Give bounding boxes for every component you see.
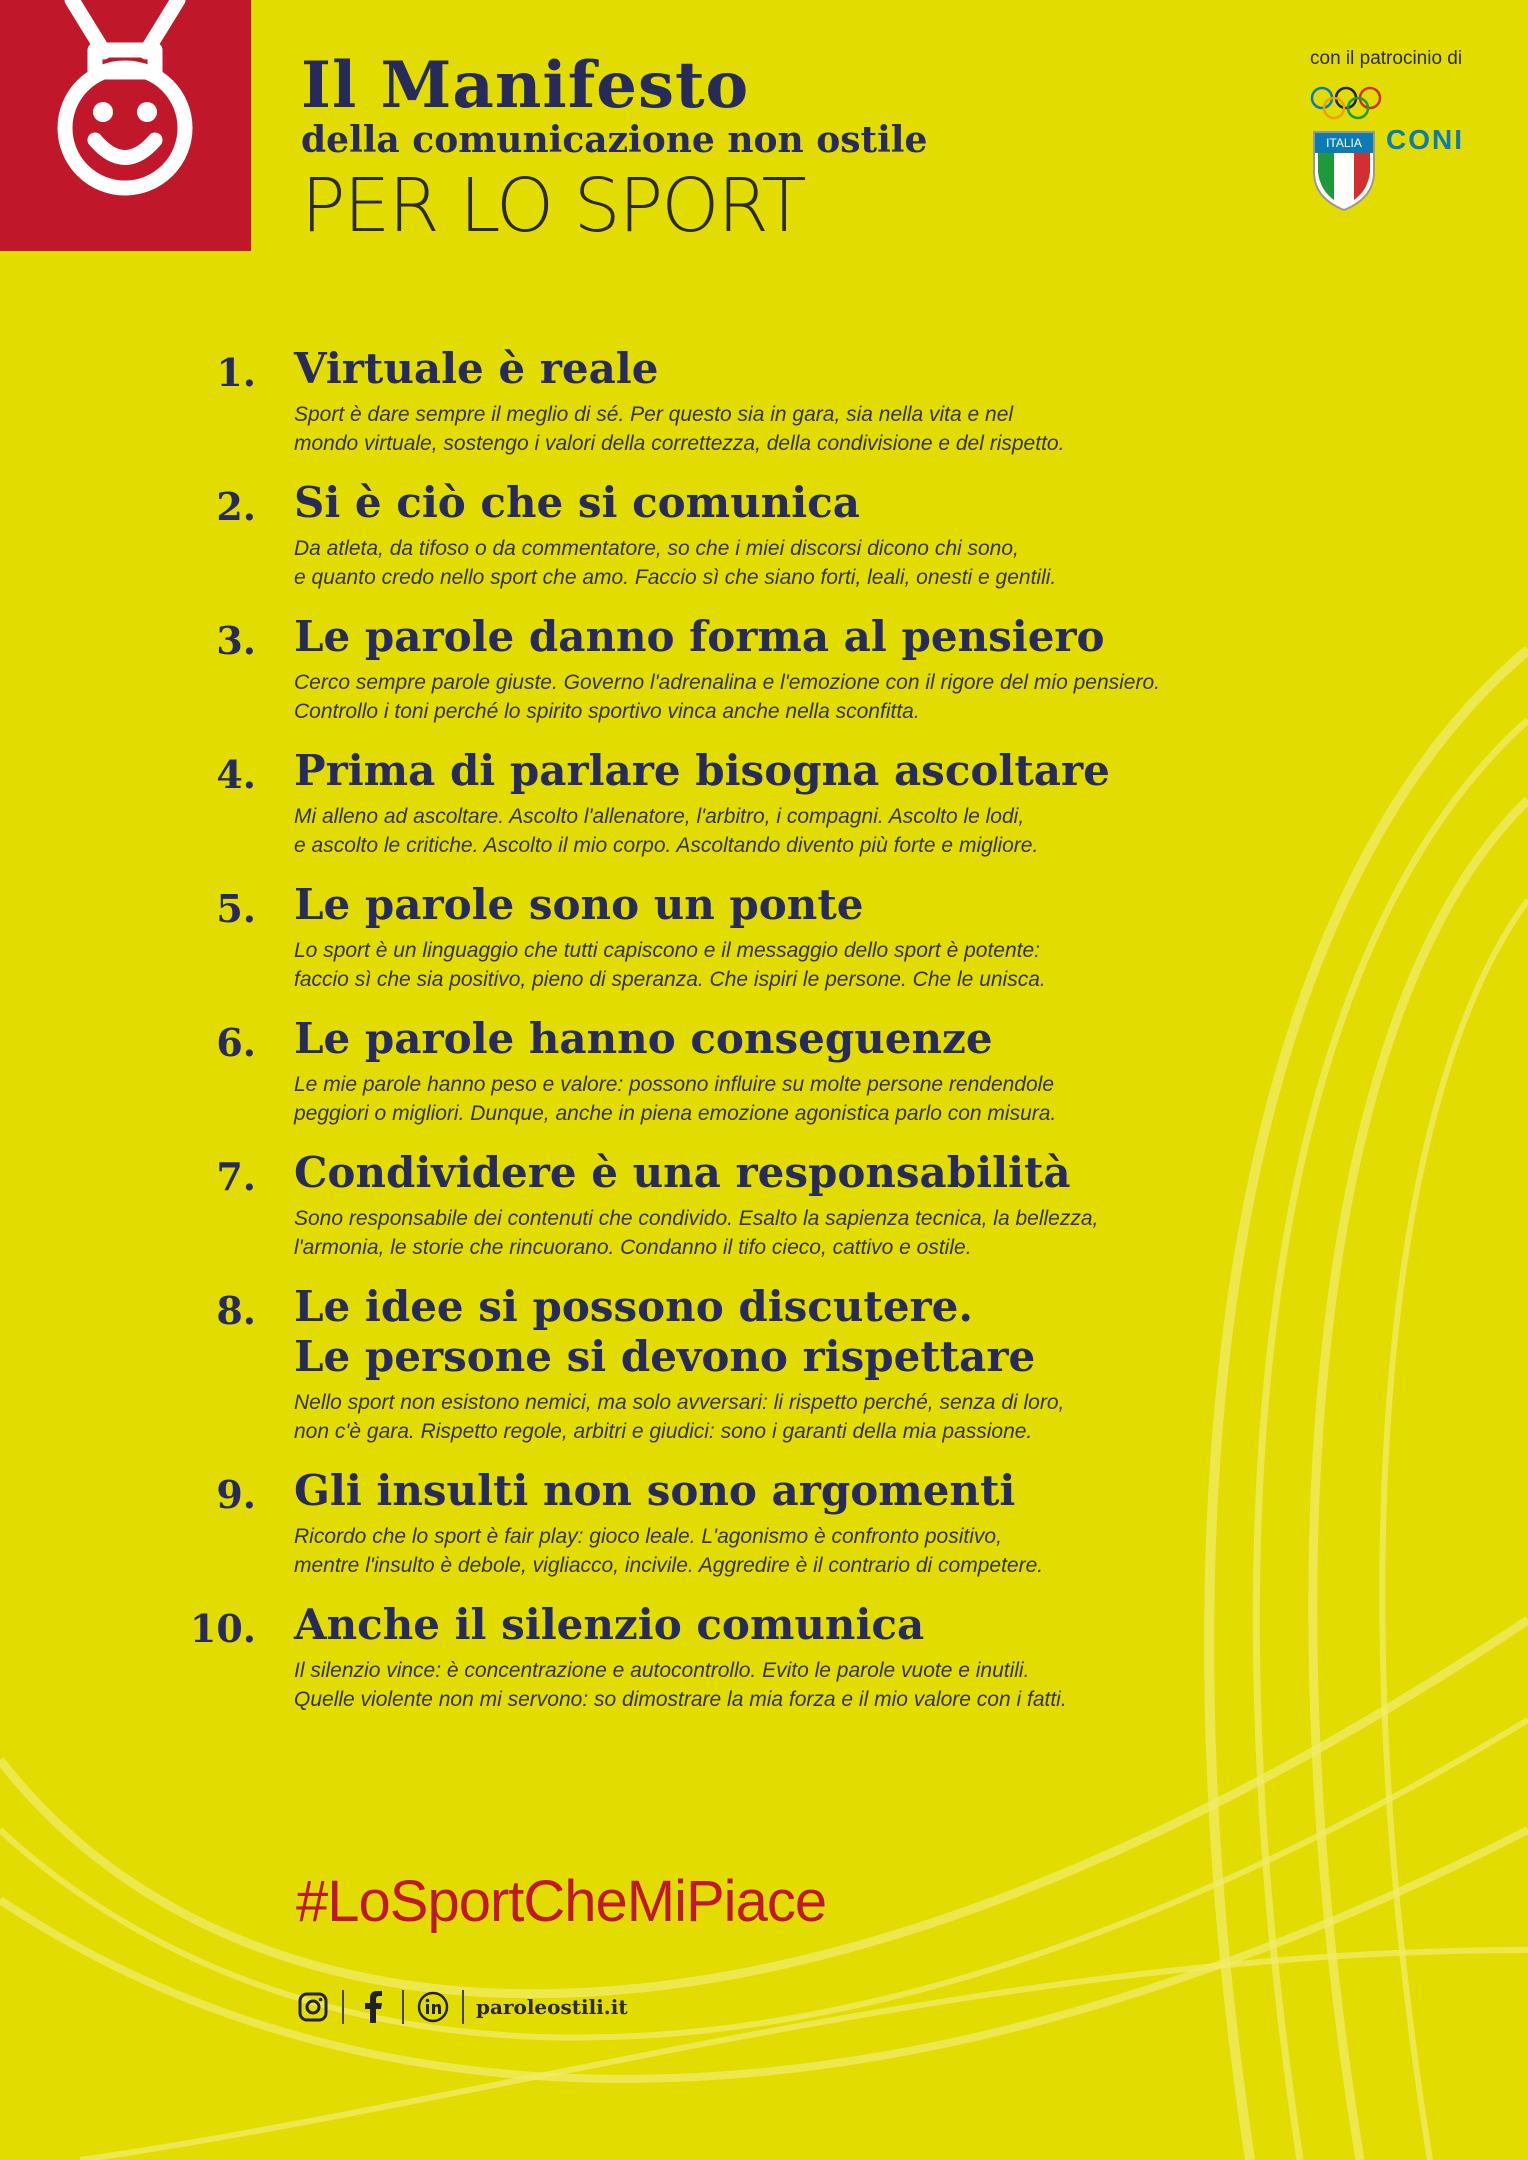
item-description: Ricordo che lo sport è fair play: gioco leale. L'agonismo è confronto positivo, mentre l'insulto è debole, vigliacco, incivile. Aggredire è il contrario di competere.: [294, 1525, 1044, 1577]
item-description: Sport è dare sempre il meglio di sé. Per questo sia in gara, sia nella vita e nel mondo virtuale, sostengo i valori della correttezza, della condivisione e del rispetto.: [294, 403, 1065, 455]
separator: [342, 1990, 344, 2024]
item-description: Il silenzio vince: è concentrazione e autocontrollo. Evito le parole vuote e inutili. Quelle violente non mi servono: so dimostrare la mia forza e il mio valore con i fatti.: [294, 1659, 1067, 1711]
item-number: 4.: [216, 752, 256, 797]
manifesto-item: [150, 1282, 1270, 1446]
manifesto-item: [150, 880, 1270, 994]
separator: [462, 1990, 464, 2024]
item-content: [294, 478, 1270, 592]
social-links: [296, 1990, 628, 2024]
title-block: [301, 48, 927, 252]
item-title: Anche il silenzio comunica: [294, 1600, 925, 1649]
item-content: [294, 1466, 1270, 1580]
item-content: [294, 612, 1270, 726]
item-number: 3.: [216, 618, 256, 663]
item-title: Condividere è una responsabilità: [294, 1148, 1071, 1197]
medal-smiley-logo: [0, 0, 251, 251]
manifesto-item: [150, 344, 1270, 458]
patronage-block: [1310, 48, 1510, 155]
item-description: Lo sport è un linguaggio che tutti capiscono e il messaggio dello sport è potente: faccio sì che sia positivo, pieno di speranza. Che ispiri le persone. Che le unisca.: [294, 939, 1046, 991]
item-title: Prima di parlare bisogna ascoltare: [294, 746, 1110, 795]
italia-shield-icon: [1312, 128, 1376, 212]
item-description: Da atleta, da tifoso o da commentatore, so che i miei discorsi dicono chi sono, e quanto credo nello sport che amo. Faccio sì che siano forti, leali, onesti e gentili.: [294, 537, 1057, 589]
manifesto-item: [150, 1466, 1270, 1580]
item-number: 7.: [216, 1154, 256, 1199]
item-content: [294, 1600, 1270, 1714]
manifesto-item: [150, 1014, 1270, 1128]
linkedin-icon[interactable]: [416, 1990, 450, 2024]
coni-label: CONI: [1386, 124, 1464, 155]
website-link[interactable]: paroleostili.it: [476, 1995, 628, 2019]
item-number: 6.: [216, 1020, 256, 1065]
item-content: [294, 1014, 1270, 1128]
item-content: [294, 1282, 1270, 1446]
item-title: Si è ciò che si comunica: [294, 478, 860, 527]
item-title: Gli insulti non sono argomenti: [294, 1466, 1016, 1515]
manifesto-item: [150, 1600, 1270, 1714]
item-description: Sono responsabile dei contenuti che condivido. Esalto la sapienza tecnica, la bellezza, l'armonia, le storie che rincuorano. Condanno il tifo cieco, cattivo e ostile.: [294, 1207, 1099, 1259]
item-number: 1.: [216, 350, 256, 395]
item-content: [294, 344, 1270, 458]
item-number: 8.: [216, 1288, 256, 1333]
item-number: 2.: [216, 484, 256, 529]
manifesto-item: [150, 478, 1270, 592]
patronage-text: con il patrocinio di: [1310, 48, 1463, 69]
item-description: Nello sport non esistono nemici, ma solo avversari: li rispetto perché, senza di loro, non c'è gara. Rispetto regole, arbitri e giudici: sono i garanti della mia passione.: [294, 1391, 1065, 1443]
manifesto-item: [150, 612, 1270, 726]
instagram-icon[interactable]: [296, 1990, 330, 2024]
item-number: 5.: [216, 886, 256, 931]
item-description: Le mie parole hanno peso e valore: possono influire su molte persone rendendole peggiori o migliori. Dunque, anche in piena emozione agonistica parlo con misura.: [294, 1073, 1057, 1125]
manifesto-item: [150, 746, 1270, 860]
item-content: [294, 880, 1270, 994]
item-title: Le parole hanno conseguenze: [294, 1014, 993, 1063]
item-title: Le parole danno forma al pensiero: [294, 612, 1105, 661]
item-title: Virtuale è reale: [294, 344, 659, 393]
page-title: Il Manifesto: [301, 48, 750, 123]
manifesto-list: [150, 344, 1270, 1734]
item-content: [294, 746, 1270, 860]
item-number: 10.: [189, 1606, 256, 1651]
hashtag: #LoSportCheMiPiace: [296, 1869, 827, 1934]
olympic-rings-icon: [1310, 86, 1384, 122]
separator: [402, 1990, 404, 2024]
item-title: Le idee si possono discutere. Le persone si devono rispettare: [294, 1282, 1036, 1381]
shield-label: ITALIA: [1326, 136, 1362, 150]
item-number: 9.: [216, 1472, 256, 1517]
manifesto-item: [150, 1148, 1270, 1262]
item-content: [294, 1148, 1270, 1262]
item-title: Le parole sono un ponte: [294, 880, 864, 929]
page-subtitle: della comunicazione non ostile: [301, 119, 928, 161]
page-tagline: PER LO SPORT: [301, 163, 805, 249]
medal-smiley-icon: [0, 0, 251, 251]
item-description: Cerco sempre parole giuste. Governo l'adrenalina e l'emozione con il rigore del mio pensiero. Controllo i toni perché lo spirito sportivo vinca anche nella sconfitta.: [294, 671, 1160, 723]
facebook-icon[interactable]: [356, 1990, 390, 2024]
item-description: Mi alleno ad ascoltare. Ascolto l'allenatore, l'arbitro, i compagni. Ascolto le lodi, e ascolto le critiche. Ascolto il mio corpo. Ascoltando divento più forte e migliore.: [294, 805, 1039, 857]
